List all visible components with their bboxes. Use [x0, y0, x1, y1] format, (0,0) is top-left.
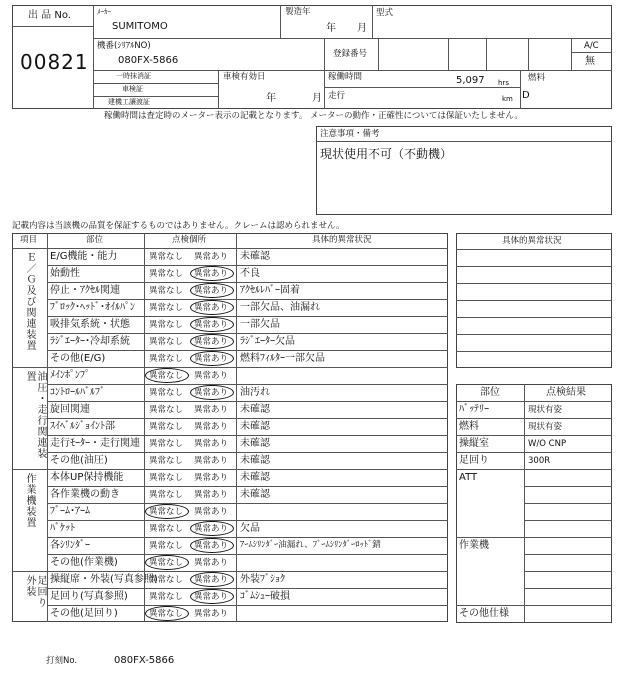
year-unit: 年 [326, 23, 336, 34]
result-value: 300R [528, 456, 551, 466]
row-detail: ｱｸｾﾙﾚﾊﾞｰ固着 [240, 285, 300, 296]
abnormal-option[interactable]: 異常あり [194, 388, 229, 398]
row-detail: 欠品 [240, 523, 260, 534]
abnormal-option[interactable]: 異常あり [194, 456, 229, 466]
row-detail: ｱｰﾑｼﾘﾝﾀﾞｰ油漏れ、ﾌﾞｰﾑｼﾘﾝﾀﾞｰﾛｯﾄﾞ錆 [240, 540, 381, 550]
selection-circle [190, 283, 234, 298]
hours-value: 5,097 [456, 75, 485, 86]
ac-label: A/C [584, 41, 599, 51]
att-label: ATT [459, 472, 478, 483]
temp-cert-label: 一時抹消証 [116, 72, 151, 80]
normal-option[interactable]: 異常なし [149, 609, 184, 619]
other-spec-label: その他仕様 [459, 608, 509, 619]
fuel-label: 燃料 [528, 73, 546, 83]
hours-unit: hrs [498, 79, 509, 87]
row-part: その他(足回り) [50, 608, 118, 619]
group-label: 油圧・走行関連装置 [24, 371, 46, 459]
abnormal-option[interactable]: 異常あり [194, 507, 229, 517]
abnormal-option[interactable]: 異常あり [194, 524, 229, 534]
work-label: 作業機 [459, 540, 489, 551]
travel-label: 走行 [328, 91, 346, 101]
selection-circle [145, 504, 189, 519]
row-part: 各作業機の動き [50, 489, 120, 500]
normal-option[interactable]: 異常なし [149, 558, 184, 568]
normal-option[interactable]: 異常なし [149, 439, 184, 449]
hours-disclaimer: 稼働時間は査定時のメーター表示の記載となります。 メーターの動作・正確性については保証いたしません。 [104, 111, 523, 121]
selection-circle [190, 300, 234, 315]
row-detail: 未確認 [240, 455, 270, 466]
month-unit: 月 [357, 23, 367, 34]
normal-option[interactable]: 異常なし [149, 490, 184, 500]
remarks-value: 現状使用不可（不動機） [320, 147, 453, 161]
model-label: 型式 [376, 8, 394, 18]
selection-circle [190, 572, 234, 587]
side-detail-label: 具体的異常状況 [502, 236, 562, 246]
normal-option[interactable]: 異常なし [149, 524, 184, 534]
abnormal-option[interactable]: 異常あり [194, 269, 229, 279]
row-part: ｽｲﾍﾞﾙｼﾞｮｲﾝﾄ部 [50, 421, 115, 432]
row-part: 吸排気系統・状態 [50, 319, 130, 330]
row-part: その他(作業機) [50, 557, 118, 568]
col-part-header: 部位 [86, 235, 104, 245]
result-part: 足回り [459, 455, 489, 466]
fuel-value: D [522, 90, 530, 101]
results-col-part: 部位 [480, 387, 500, 398]
row-detail: 未確認 [240, 404, 270, 415]
row-detail: 未確認 [240, 489, 270, 500]
row-part: E/G機能・能力 [50, 251, 118, 262]
row-part: 各ｼﾘﾝﾀﾞｰ [50, 540, 90, 551]
normal-option[interactable]: 異常なし [149, 507, 184, 517]
serial-value: 080FX-5866 [118, 55, 179, 66]
normal-option[interactable]: 異常なし [149, 269, 184, 279]
normal-option[interactable]: 異常なし [149, 592, 184, 602]
row-part: ﾊﾞｹｯﾄ [50, 523, 75, 534]
normal-option[interactable]: 異常なし [149, 388, 184, 398]
row-part: 始動性 [50, 268, 80, 279]
abnormal-option[interactable]: 異常あり [194, 422, 229, 432]
row-detail: ｺﾞﾑｼｭｰ破損 [240, 591, 290, 602]
row-detail: ﾗｼﾞｴｰﾀｰ欠品 [240, 336, 295, 347]
row-detail: 不良 [240, 268, 260, 279]
abnormal-option[interactable]: 異常あり [194, 473, 229, 483]
normal-option[interactable]: 異常なし [149, 422, 184, 432]
result-value: 現状有姿 [528, 405, 563, 415]
abnormal-option[interactable]: 異常あり [194, 592, 229, 602]
normal-option[interactable]: 異常なし [149, 337, 184, 347]
row-detail: 外装ﾌﾞｼｮｸ [240, 574, 285, 585]
normal-option[interactable]: 異常なし [149, 541, 184, 551]
inspection-year-unit: 年 [266, 93, 276, 104]
abnormal-option[interactable]: 異常あり [194, 609, 229, 619]
selection-circle [190, 266, 234, 281]
maker-value: SUMITOMO [112, 21, 168, 32]
row-detail: 燃料ﾌｨﾙﾀｰ一部欠品 [240, 353, 325, 364]
normal-option[interactable]: 異常なし [149, 405, 184, 415]
col-item-header: 項目 [20, 235, 38, 245]
normal-option[interactable]: 異常なし [149, 286, 184, 296]
abnormal-option[interactable]: 異常あり [194, 320, 229, 330]
normal-option[interactable]: 異常なし [149, 354, 184, 364]
normal-option[interactable]: 異常なし [149, 371, 184, 381]
abnormal-option[interactable]: 異常あり [194, 439, 229, 449]
remarks-label: 注意事項・備考 [320, 129, 380, 139]
row-part: 本体UP保持機能 [50, 472, 124, 483]
inspection-label: 車検有効日 [223, 72, 266, 82]
abnormal-option[interactable]: 異常あり [194, 354, 229, 364]
selection-circle [190, 589, 234, 604]
abnormal-option[interactable]: 異常あり [194, 371, 229, 381]
year-label: 製造年 [285, 7, 311, 17]
selection-circle [190, 385, 234, 400]
vehicle-cert-label: 車検証 [122, 85, 143, 93]
abnormal-option[interactable]: 異常あり [194, 490, 229, 500]
abnormal-option[interactable]: 異常あり [194, 303, 229, 313]
ac-value: 無 [585, 56, 595, 67]
row-part: 走行ﾓｰﾀｰ・走行関連 [50, 438, 140, 449]
result-part: 操縦室 [459, 438, 489, 449]
row-part: 足回り(写真参照) [50, 591, 128, 602]
abnormal-option[interactable]: 異常あり [194, 286, 229, 296]
col-detail-header: 具体的異常状況 [312, 235, 372, 245]
row-detail: 未確認 [240, 251, 270, 262]
selection-circle [190, 351, 234, 366]
selection-circle [145, 606, 189, 621]
result-part: ﾊﾞｯﾃﾘｰ [459, 404, 489, 415]
quality-disclaimer: 記載内容は当該機の品質を保証するものではありません。クレームは認められません。 [12, 221, 345, 231]
normal-option[interactable]: 異常なし [149, 320, 184, 330]
selection-circle [190, 521, 234, 536]
selection-circle [190, 334, 234, 349]
maker-label: ﾒｰｶｰ [97, 8, 111, 16]
row-detail: 一部欠品、油漏れ [240, 302, 320, 313]
abnormal-option[interactable]: 異常あり [194, 575, 229, 585]
row-part: ﾗｼﾞｴｰﾀｰ･冷却系統 [50, 336, 130, 347]
row-part: ﾒｲﾝﾎﾟﾝﾌﾟ [50, 370, 90, 381]
row-part: 旋回関連 [50, 404, 90, 415]
row-detail: 未確認 [240, 438, 270, 449]
normal-option[interactable]: 異常なし [149, 252, 184, 262]
group-label: 足回り外装 [24, 575, 46, 608]
row-part: その他(E/G) [50, 353, 106, 364]
normal-option[interactable]: 異常なし [149, 473, 184, 483]
results-col-result: 点検結果 [546, 387, 586, 398]
serial-label: 機番(ｼﾘｱﾙNO) [97, 41, 151, 51]
row-detail: 未確認 [240, 472, 270, 483]
stamp-value: 080FX-5866 [114, 655, 175, 666]
abnormal-option[interactable]: 異常あり [194, 252, 229, 262]
group-label: Ｅ／Ｇ及び関連装置 [24, 252, 35, 351]
remarks-box [316, 126, 612, 215]
normal-option[interactable]: 異常なし [149, 303, 184, 313]
construction-cert-label: 建機工讓渡証 [108, 98, 150, 106]
normal-option[interactable]: 異常なし [149, 575, 184, 585]
abnormal-option[interactable]: 異常あり [194, 337, 229, 347]
inspection-month-unit: 月 [312, 93, 322, 104]
stamp-label: 打刻No. [46, 656, 78, 666]
group-label: 作業機装置 [24, 473, 35, 528]
selection-circle [190, 317, 234, 332]
selection-circle [145, 555, 189, 570]
col-check-header: 点検個所 [172, 235, 207, 245]
row-part: ｺﾝﾄﾛｰﾙﾊﾞﾙﾌﾞ [50, 387, 105, 398]
lot-no-label: 出 品 No. [28, 10, 71, 21]
row-part: その他(油圧) [50, 455, 108, 466]
row-part: ﾌﾞﾛｯｸ･ﾍｯﾄﾞ･ｵｲﾙﾊﾟﾝ [50, 302, 135, 313]
row-part: ﾌﾞｰﾑ･ｱｰﾑ [50, 506, 90, 517]
row-detail: 未確認 [240, 421, 270, 432]
abnormal-option[interactable]: 異常あり [194, 558, 229, 568]
normal-option[interactable]: 異常なし [149, 456, 184, 466]
row-part: 操縦席・外装(写真参照) [50, 574, 158, 585]
row-detail: 油汚れ [240, 387, 270, 398]
selection-circle [190, 538, 234, 553]
registration-label: 登録番号 [333, 49, 368, 59]
hours-label: 稼働時間 [328, 72, 363, 82]
result-value: 現状有姿 [528, 422, 563, 432]
selection-circle [145, 368, 189, 383]
row-detail: 一部欠品 [240, 319, 280, 330]
abnormal-option[interactable]: 異常あり [194, 405, 229, 415]
abnormal-option[interactable]: 異常あり [194, 541, 229, 551]
lot-no-value: 00821 [20, 50, 89, 74]
row-part: 停止・ｱｸｾﾙ関連 [50, 285, 120, 296]
result-value: W/O CNP [528, 439, 567, 449]
km-unit: km [502, 95, 513, 103]
result-part: 燃料 [459, 421, 479, 432]
